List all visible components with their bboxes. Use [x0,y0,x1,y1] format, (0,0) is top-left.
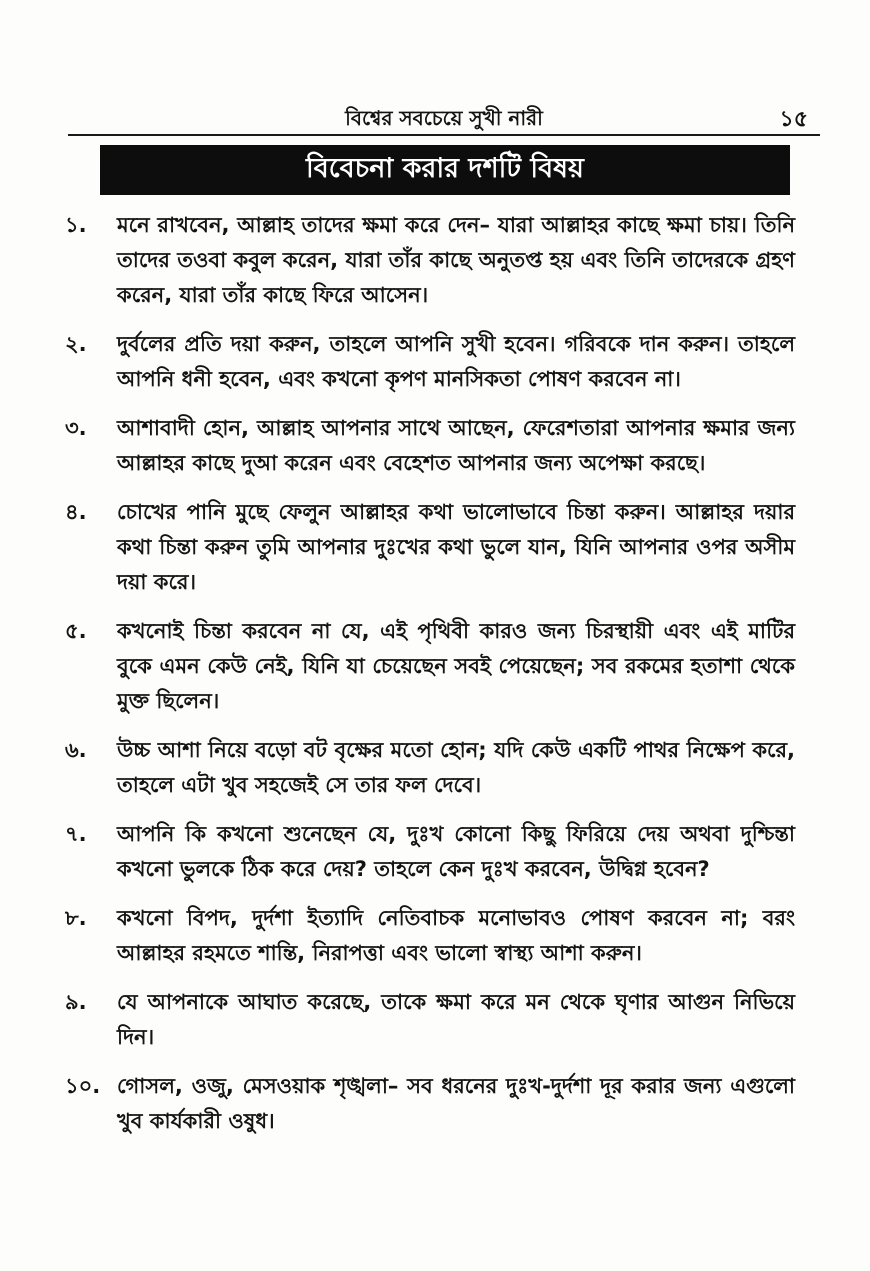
running-title: বিশ্বের সবচেয়ে সুখী নারী [345,106,543,130]
list-item [65,901,795,971]
running-header [68,98,820,136]
item-text: মনে রাখবেন, আল্লাহ তাদের ক্ষমা করে দেন– যারা আল্লাহর কাছে ক্ষমা চায়। তিনি তাদের তওবা কবুল করেন, যারা তাঁর কাছে অনুতপ্ত হয় এবং তিনি তাদেরকে গ্রহণ করেন, যারা তাঁর কাছে ফিরে আসেন। [117,213,795,307]
list-item [65,411,795,481]
item-number: ৬. [65,738,87,762]
list-item [65,733,795,803]
item-number: ৯. [65,990,87,1014]
item-text: চোখের পানি মুছে ফেলুন আল্লাহর কথা ভালোভাবে চিন্তা করুন। আল্লাহর দয়ার কথা চিন্তা করুন তুমি আপনার দুঃখের কথা ভুলে যান, যিনি আপনার ওপর অসীম দয়া করে। [117,500,795,594]
item-text: দুর্বলের প্রতি দয়া করুন, তাহলে আপনি সুখী হবেন। গরিবকে দান করুন। তাহলে আপনি ধনী হবেন, এবং কখনো কৃপণ মানসিকতা পোষণ করবেন না। [117,332,795,391]
item-text: যে আপনাকে আঘাত করেছে, তাকে ক্ষমা করে মন থেকে ঘৃণার আগুন নিভিয়ে দিন। [117,990,795,1049]
item-text: কখনো বিপদ, দুর্দশা ইত্যাদি নেতিবাচক মনোভাবও পোষণ করবেন না; বরং আল্লাহর রহমতে শান্তি, নিরাপত্তা এবং ভালো স্বাস্থ্য আশা করুন। [117,906,795,965]
item-number: ৫. [65,619,87,643]
list-item [65,208,795,313]
item-number: ১০. [65,1074,101,1098]
item-number: ২. [65,332,87,356]
list-item [65,495,795,600]
item-text: আশাবাদী হোন, আল্লাহ আপনার সাথে আছেন, ফেরেশতারা আপনার ক্ষমার জন্য আল্লাহর কাছে দুআ করেন এবং বেহেশত আপনার জন্য অপেক্ষা করছে। [117,416,795,475]
item-text: কখনোই চিন্তা করবেন না যে, এই পৃথিবী কারও জন্য চিরস্থায়ী এবং এই মাটির বুকে এমন কেউ নেই, যিনি যা চেয়েছেন সবই পেয়েছেন; সব রকমের হতাশা থেকে মুক্ত ছিলেন। [117,619,795,713]
item-number: ৮. [65,906,87,930]
list-item [65,614,795,719]
item-text: গোসল, ওজু, মেসওয়াক শৃঙ্খলা– সব ধরনের দুঃখ-দুর্দশা দূর করার জন্য এগুলো খুব কার্যকারী ওষুধ। [117,1074,795,1133]
item-number: ৭. [65,822,87,846]
section-title-banner [100,145,790,195]
list-item [65,327,795,397]
tips-list [65,208,795,1153]
item-number: ১. [65,213,87,237]
item-number: ৩. [65,416,87,440]
list-item [65,817,795,887]
item-text: আপনি কি কখনো শুনেছেন যে, দুঃখ কোনো কিছু ফিরিয়ে দেয় অথবা দুশ্চিন্তা কখনো ভুলকে ঠিক করে দেয়? তাহলে কেন দুঃখ করবেন, উদ্বিগ্ন হবেন? [117,822,795,881]
item-number: ৪. [65,500,87,524]
list-item [65,985,795,1055]
section-title: বিবেচনা করার দশটি বিষয় [306,152,584,184]
page-number: ১৫ [779,107,808,132]
item-text: উচ্চ আশা নিয়ে বড়ো বট বৃক্ষের মতো হোন; যদি কেউ একটি পাথর নিক্ষেপ করে, তাহলে এটা খুব সহজেই সে তার ফল দেবে। [117,738,795,797]
list-item [65,1069,795,1139]
